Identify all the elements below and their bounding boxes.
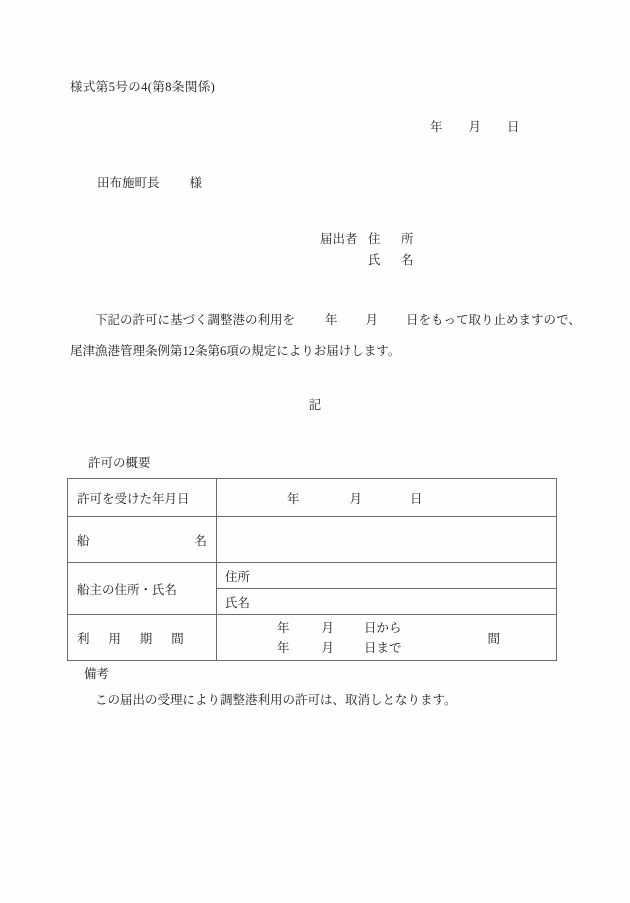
date-year-label: 年 bbox=[430, 120, 443, 134]
submitter-name-label: 氏 名 bbox=[368, 253, 418, 267]
ship-name-value-cell[interactable] bbox=[217, 517, 557, 563]
addressee-line bbox=[97, 173, 202, 191]
form-number: 様式第5号の4(第8条関係) bbox=[70, 80, 216, 94]
ship-name-label bbox=[77, 531, 207, 549]
date-month-label: 月 bbox=[468, 120, 482, 134]
usage-period-label: 利 用 期 間 bbox=[77, 631, 187, 646]
period-to-month: 月 bbox=[321, 640, 335, 655]
usage-period-dates bbox=[225, 618, 402, 658]
owner-name-cell[interactable] bbox=[217, 589, 557, 615]
period-from-day: 日から bbox=[364, 620, 402, 635]
body-line-1 bbox=[70, 305, 581, 336]
submitter-address-label: 住 所 bbox=[368, 232, 418, 246]
table-row-permit-date bbox=[68, 479, 557, 517]
table-row-usage-period bbox=[68, 615, 557, 661]
permit-summary-table bbox=[67, 478, 557, 661]
ship-name-label-cell bbox=[68, 517, 217, 563]
body-line-1-year: 年 bbox=[325, 313, 338, 327]
usage-period-label-cell bbox=[68, 615, 217, 661]
permit-date-label: 許可を受けた年月日 bbox=[77, 491, 190, 506]
addressee-name: 田布施町長 bbox=[97, 176, 160, 190]
addressee-honorific: 様 bbox=[189, 176, 203, 190]
submission-date-line bbox=[430, 117, 520, 135]
usage-period-from bbox=[277, 618, 402, 638]
usage-period-unit: 間 bbox=[487, 631, 500, 646]
body-line-1-lead: 下記の許可に基づく調整港の利用を bbox=[95, 313, 296, 327]
ship-name-label-left: 船 bbox=[77, 533, 90, 548]
body-line-1-month: 月 bbox=[365, 313, 379, 327]
notes-text: この届出の受理により調整港利用の許可は、取消しとなります。 bbox=[95, 693, 457, 707]
notes-label: 備考 bbox=[84, 667, 110, 681]
owner-address-label: 住所 bbox=[225, 569, 251, 584]
owner-label-cell bbox=[68, 563, 217, 615]
date-day-label: 日 bbox=[507, 120, 520, 134]
permit-date-month: 月 bbox=[349, 491, 363, 506]
period-to-day: 日まで bbox=[364, 640, 402, 655]
ship-name-label-right: 名 bbox=[194, 533, 207, 548]
body-paragraph bbox=[70, 305, 581, 367]
owner-label: 船主の住所・氏名 bbox=[77, 582, 178, 597]
body-line-2: 尾津漁港管理条例第12条第6項の規定によりお届けします。 bbox=[70, 344, 401, 358]
submitter-block bbox=[320, 229, 418, 271]
permit-date-value-cell[interactable] bbox=[217, 479, 557, 517]
usage-period-value-cell[interactable] bbox=[217, 615, 557, 661]
ki-marker: 記 bbox=[308, 398, 322, 412]
permit-date-year: 年 bbox=[287, 491, 300, 506]
permit-date-label-cell bbox=[68, 479, 217, 517]
period-from-month: 月 bbox=[321, 620, 335, 635]
permit-date-day: 日 bbox=[410, 491, 423, 506]
table-row-ship-name bbox=[68, 517, 557, 563]
owner-name-label: 氏名 bbox=[225, 595, 251, 610]
permit-date-placeholders bbox=[227, 489, 546, 507]
table-caption: 許可の概要 bbox=[88, 456, 151, 470]
period-from-year: 年 bbox=[277, 620, 290, 635]
usage-period-wrap bbox=[217, 618, 556, 658]
usage-period-to bbox=[277, 638, 402, 658]
table-row-owner-address bbox=[68, 563, 557, 589]
submitter-name-row bbox=[320, 250, 418, 271]
body-line-1-tail: 日をもって取り止めますので、 bbox=[406, 313, 581, 327]
owner-address-cell[interactable] bbox=[217, 563, 557, 589]
period-to-year: 年 bbox=[277, 640, 290, 655]
submitter-label: 届出者 bbox=[320, 232, 358, 246]
submitter-address-row bbox=[320, 229, 418, 250]
